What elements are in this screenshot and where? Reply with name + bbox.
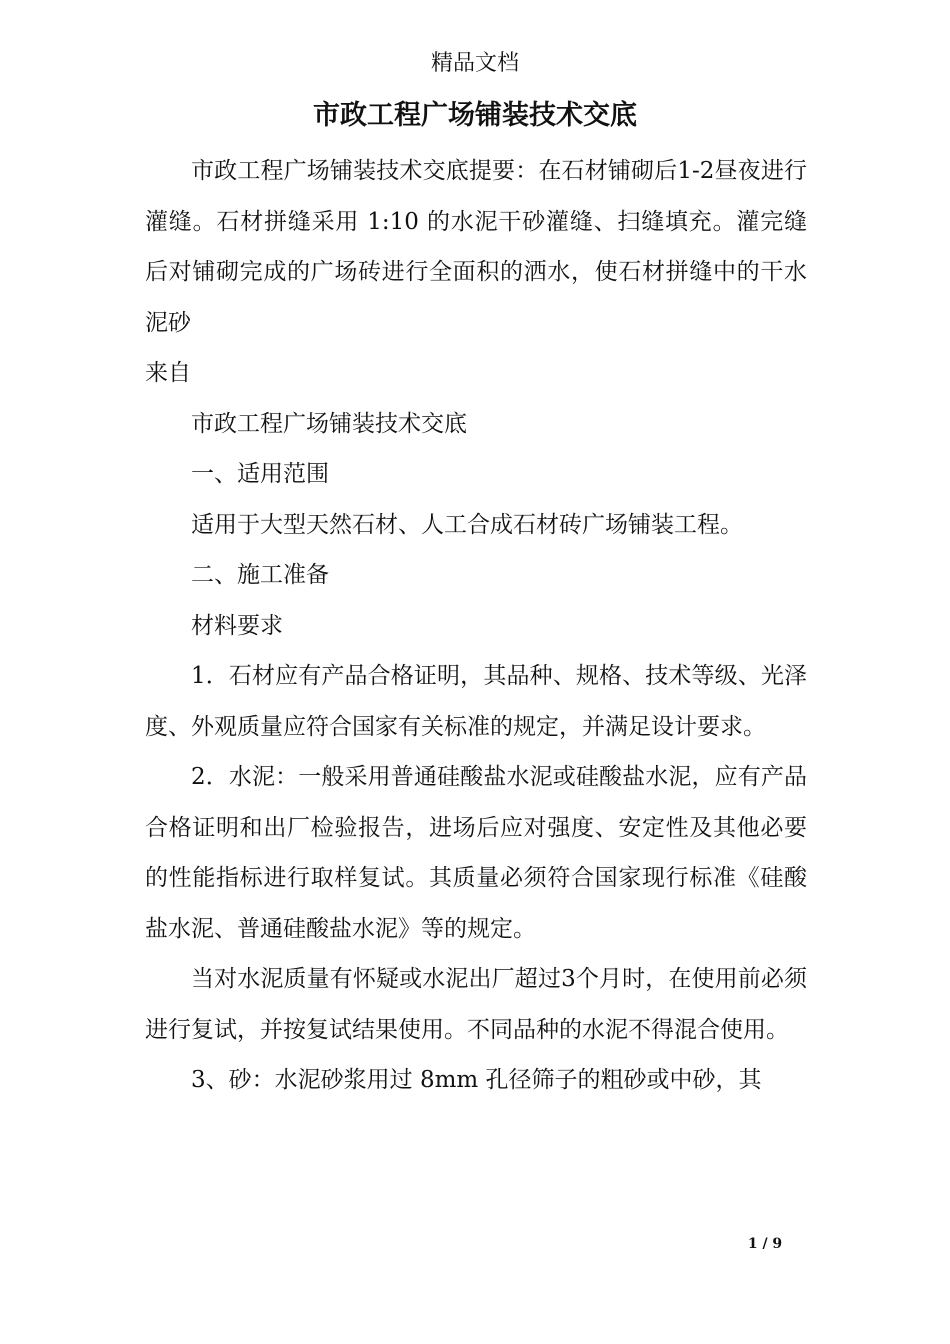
paragraph-cement: 2．水泥：一般采用普通硅酸盐水泥或硅酸盐水泥，应有产品合格证明和出厂检验报告，进场后应对强度、安定性及其他必要的性能指标进行取样复试。其质量必须符合国家现行标准《硅酸盐水泥、普通硅酸盐水泥》等的规定。 [145,764,807,942]
page-header: 精品文档 [430,51,519,76]
section-heading-preparation: 二、施工准备 [191,562,329,588]
paragraph-cement-retest: 当对水泥质量有怀疑或水泥出厂超过3个月时，在使用前必须进行复试，并按复试结果使用。不同品种的水泥不得混合使用。 [145,966,807,1043]
document-title: 市政工程广场铺装技术交底 [313,100,637,131]
paragraph-subtitle: 市政工程广场铺装技术交底 [191,410,467,437]
document-body [145,146,807,1106]
paragraph-scope: 适用于大型天然石材、人工合成石材砖广场铺装工程。 [191,511,743,538]
paragraph-summary: 市政工程广场铺装技术交底提要：在石材铺砌后1-2昼夜进行灌缝。石材拼缝采用 1:10 的水泥干砂灌缝、扫缝填充。灌完缝后对铺砌完成的广场砖进行全面积的洒水，使石材拼缝中的干水泥砂 [145,158,807,336]
section-heading-scope: 一、适用范围 [191,461,329,487]
page-number: 1 / 9 [747,1236,783,1252]
subsection-heading-materials: 材料要求 [191,612,283,639]
paragraph-stone: 1．石材应有产品合格证明，其品种、规格、技术等级、光泽度、外观质量应符合国家有关标准的规定，并满足设计要求。 [145,663,807,740]
paragraph-source: 来自 [145,360,191,386]
paragraph-sand: 3、砂：水泥砂浆用过 8mm 孔径筛子的粗砂或中砂，其 [191,1067,762,1093]
